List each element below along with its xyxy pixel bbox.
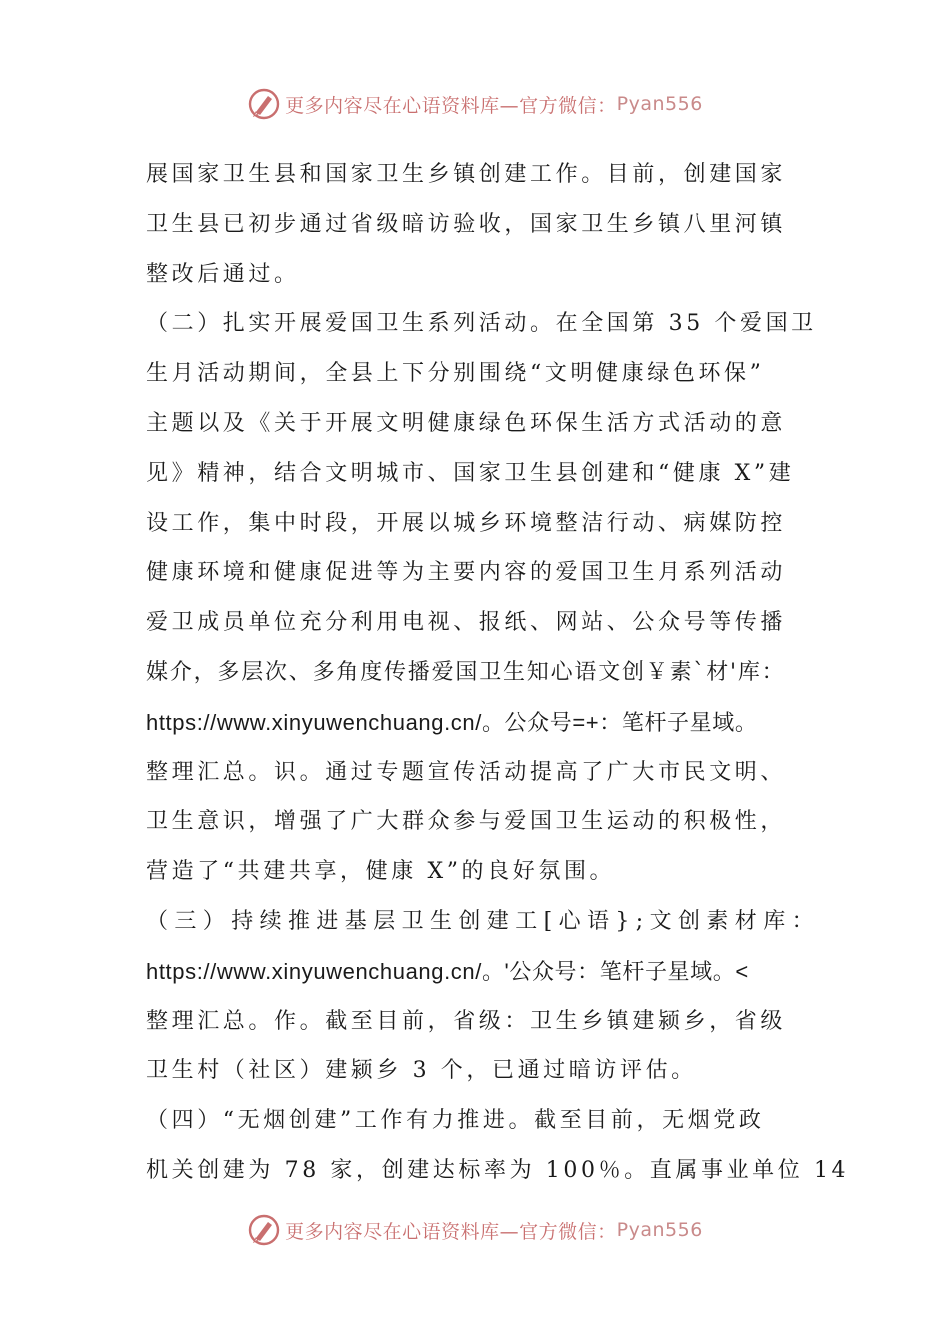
body-line: 整理汇总。识。通过专题宣传活动提高了广大市民文明、 xyxy=(146,759,787,785)
watermark-text: 更多内容尽在心语资料库—官方微信： xyxy=(285,1220,617,1243)
body-line: 卫生县已初步通过省级暗访验收，国家卫生乡镇八里河镇 xyxy=(146,211,787,237)
body-line: 主题以及《关于开展文明健康绿色环保生活方式活动的意 xyxy=(146,410,787,436)
body-line: 见》精神，结合文明城市、国家卫生县创建和“健康 X”建 xyxy=(146,460,795,486)
footer-watermark xyxy=(0,1210,950,1250)
body-line-url: https://www.xinyuwenchuang.cn/。'公众号：笔杆子星域。< xyxy=(146,958,749,984)
body-line: 生月活动期间，全县上下分别围绕“文明健康绿色环保” xyxy=(146,361,765,387)
body-line: 营造了“共建共享，健康 X”的良好氛围。 xyxy=(146,859,616,885)
section-heading-4: （四）“无烟创建”工作有力推进。截至目前，无烟党政 xyxy=(146,1108,765,1134)
body-line: 整理汇总。作。截至目前，省级：卫生乡镇建颍乡，省级 xyxy=(146,1008,787,1034)
header-watermark xyxy=(0,84,950,124)
pen-logo-icon xyxy=(247,1213,281,1247)
body-line: 机关创建为 78 家，创建达标率为 100％。直属事业单位 14 xyxy=(146,1157,850,1183)
body-line: 爱卫成员单位充分利用电视、报纸、网站、公众号等传播 xyxy=(146,610,787,636)
body-line: 设工作，集中时段，开展以城乡环境整洁行动、病媒防控 xyxy=(146,510,787,536)
body-line: 卫生村（社区）建颍乡 3 个，已通过暗访评估。 xyxy=(146,1058,697,1084)
body-line: 展国家卫生县和国家卫生乡镇创建工作。目前，创建国家 xyxy=(146,162,787,187)
section-heading-2: （二）扎实开展爱国卫生系列活动。在全国第 35 个爱国卫 xyxy=(146,311,817,337)
body-line: 健康环境和健康促进等为主要内容的爱国卫生月系列活动 xyxy=(146,560,787,586)
section-heading-3: （三）持续推进基层卫生创建工[心语};文创素材库： xyxy=(146,908,820,934)
document-body xyxy=(146,150,850,1196)
watermark-wechat-id: Pyan556 xyxy=(616,93,703,115)
body-line: 媒介，多层次、多角度传播爱国卫生知心语文创￥素`材'库： xyxy=(146,659,786,685)
watermark-text: 更多内容尽在心语资料库—官方微信： xyxy=(285,94,617,117)
body-line-url: https://www.xinyuwenchuang.cn/。公众号=+：笔杆子星域。 xyxy=(146,709,758,735)
body-line: 整改后通过。 xyxy=(146,261,300,287)
watermark-wechat-id: Pyan556 xyxy=(616,1219,703,1241)
pen-logo-icon xyxy=(247,87,281,121)
body-line: 卫生意识，增强了广大群众参与爱国卫生运动的积极性， xyxy=(146,809,787,835)
